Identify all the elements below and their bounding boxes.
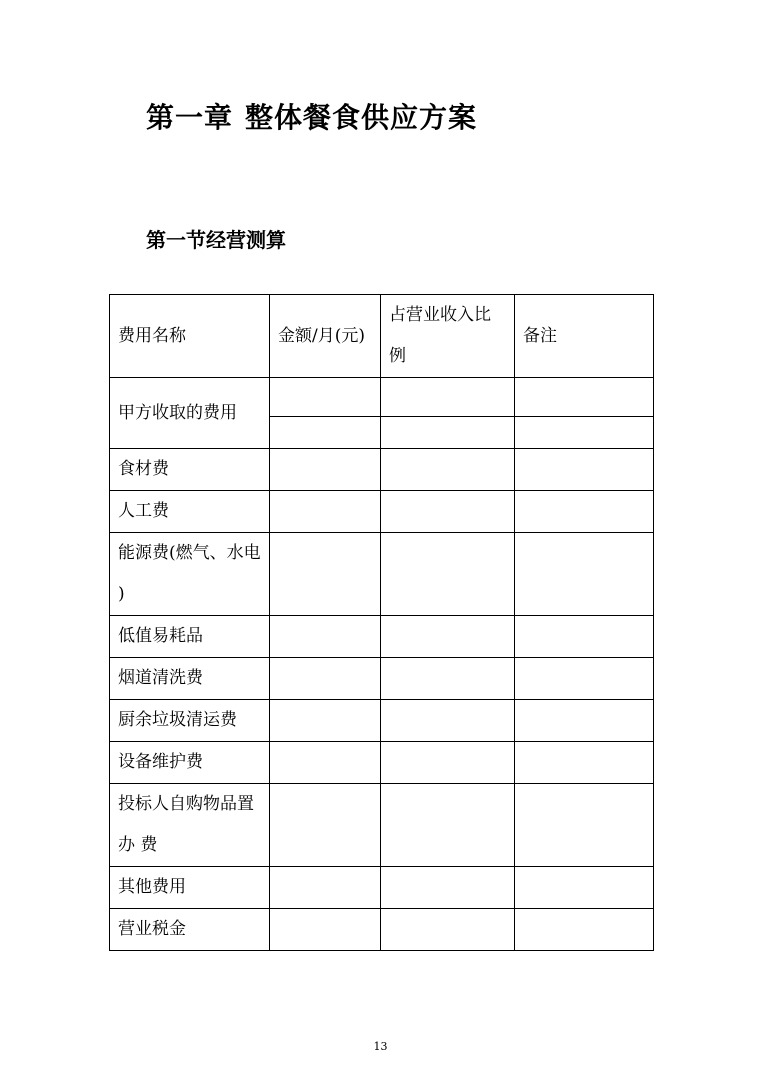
- section-title: 第一节经营测算: [146, 228, 286, 252]
- table-row: [110, 533, 654, 616]
- page-number: 13: [373, 1040, 388, 1053]
- table-cell: [270, 616, 381, 658]
- table-cell: [270, 784, 381, 867]
- table-cell: [515, 909, 654, 951]
- table-cell: [515, 616, 654, 658]
- table-cell: [381, 449, 515, 491]
- table-cell: [381, 867, 515, 909]
- header-cell: 金额/月(元): [270, 295, 381, 378]
- header-cell: 费用名称: [110, 295, 270, 378]
- chapter-title: [146, 96, 477, 136]
- table-cell: [515, 700, 654, 742]
- table-cell: [515, 784, 654, 867]
- header-cell: 占营业收入比例: [381, 295, 515, 378]
- table-row: [110, 784, 654, 867]
- table-cell: [270, 742, 381, 784]
- row-name-cell: 甲方收取的费用: [110, 378, 270, 449]
- table-cell: [270, 378, 381, 417]
- table-cell: [270, 658, 381, 700]
- row-name-cell: 其他费用: [110, 867, 270, 909]
- table-cell: [515, 867, 654, 909]
- row-name-cell: 厨余垃圾清运费: [110, 700, 270, 742]
- table-cell: [381, 658, 515, 700]
- table-cell: [381, 909, 515, 951]
- table-cell: [270, 909, 381, 951]
- cost-estimate-table: [109, 294, 654, 951]
- row-name-cell: 营业税金: [110, 909, 270, 951]
- table-cell: [515, 533, 654, 616]
- table-cell: [515, 742, 654, 784]
- table-cell: [515, 491, 654, 533]
- row-name-cell: 设备维护费: [110, 742, 270, 784]
- table-cell: [515, 658, 654, 700]
- table-row: [110, 742, 654, 784]
- table-row: [110, 378, 654, 417]
- table-row: [110, 867, 654, 909]
- header-cell: 备注: [515, 295, 654, 378]
- table-cell: [270, 491, 381, 533]
- table-row: [110, 658, 654, 700]
- table-cell: [270, 417, 381, 449]
- row-name-cell: 食材费: [110, 449, 270, 491]
- table-cell: [270, 867, 381, 909]
- table-cell: [381, 491, 515, 533]
- table-cell: [515, 378, 654, 417]
- table-cell: [381, 378, 515, 417]
- table-row: [110, 491, 654, 533]
- table-cell: [381, 784, 515, 867]
- row-name-cell: 能源费(燃气、水电 ): [110, 533, 270, 616]
- table-cell: [515, 417, 654, 449]
- table-cell: [270, 700, 381, 742]
- table-cell: [270, 449, 381, 491]
- table-header-row: [110, 295, 654, 378]
- row-name-cell: 烟道清洗费: [110, 658, 270, 700]
- table-cell: [381, 533, 515, 616]
- table-cell: [515, 449, 654, 491]
- chapter-number: 第一章: [146, 101, 234, 134]
- table-row: [110, 909, 654, 951]
- table-cell: [381, 700, 515, 742]
- table-cell: [381, 417, 515, 449]
- row-name-cell: 低值易耗品: [110, 616, 270, 658]
- table-cell: [270, 533, 381, 616]
- table-cell: [381, 616, 515, 658]
- table-row: [110, 616, 654, 658]
- table-row: [110, 700, 654, 742]
- table-cell: [381, 742, 515, 784]
- row-name-cell: 人工费: [110, 491, 270, 533]
- row-name-cell: 投标人自购物品置办 费: [110, 784, 270, 867]
- chapter-name: 整体餐食供应方案: [245, 101, 478, 134]
- table-row: [110, 449, 654, 491]
